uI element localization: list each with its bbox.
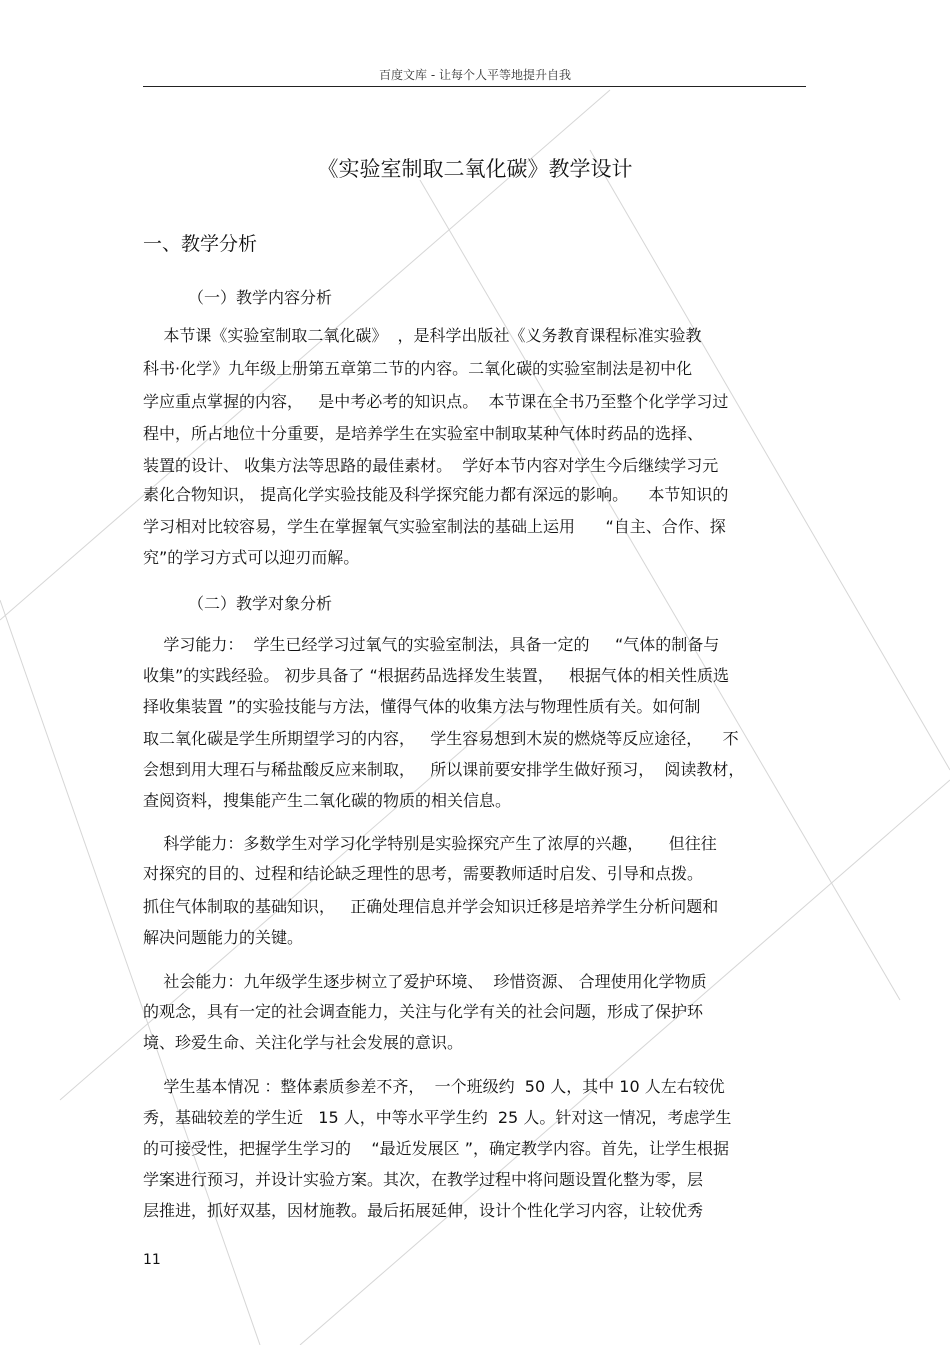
paragraph-line: 层推进，抓好双基，因材施教。最后拓展延伸，设计个性化学习内容，让较优秀 <box>143 1201 704 1220</box>
paragraph-line: 程中，所占地位十分重要，是培养学生在实验室中制取某种气体时药品的选择、 <box>143 424 704 443</box>
paragraph-line: 秀，基础较差的学生近 15 人，中等水平学生约 25 人。针对这一情况，考虑学生 <box>143 1108 732 1127</box>
page-number: 11 <box>143 1252 161 1268</box>
paragraph-line: 科学能力：多数学生对学习化学特别是实验探究产生了浓厚的兴趣， 但往往 <box>143 834 717 853</box>
paragraph-line: 究”的学习方式可以迎刃而解。 <box>143 548 360 567</box>
page-header: 百度文库 - 让每个人平等地提升自我 <box>379 68 571 82</box>
paragraph-line: 抓住气体制取的基础知识， 正确处理信息并学会知识迁移是培养学生分析问题和 <box>143 897 719 916</box>
header-divider <box>143 86 806 87</box>
paragraph-line: 本节课《实验室制取二氧化碳》 ，是科学出版社《义务教育课程标准实验教 <box>143 326 702 345</box>
paragraph-line: 学习相对比较容易，学生在掌握氧气实验室制法的基础上运用 “自主、合作、探 <box>143 517 726 536</box>
subsection-heading-content-analysis: （一）教学内容分析 <box>188 288 333 307</box>
paragraph-line: 的可接受性，把握学生学习的 “最近发展区 ”，确定教学内容。首先，让学生根据 <box>143 1139 730 1158</box>
paragraph-line: 收集”的实践经验。 初步具备了 “根据药品选择发生装置， 根据气体的相关性质选 <box>143 666 730 685</box>
paragraph-line: 装置的设计、 收集方法等思路的最佳素材。 学好本节内容对学生今后继续学习元 <box>143 456 719 475</box>
paragraph-line: 会想到用大理石与稀盐酸反应来制取， 所以课前要安排学生做好预习， 阅读教材， <box>143 760 745 779</box>
document-title: 《实验室制取二氧化碳》教学设计 <box>317 157 633 181</box>
paragraph-line: 学习能力： 学生已经学习过氧气的实验室制法，具备一定的 “气体的制备与 <box>143 635 720 654</box>
paragraph-line: 学案进行预习，并设计实验方案。其次，在教学过程中将问题设置化整为零，层 <box>143 1170 704 1189</box>
section-heading-teaching-analysis: 一、教学分析 <box>143 233 258 255</box>
paragraph-line: 对探究的目的、过程和结论缺乏理性的思考，需要教师适时启发、引导和点拨。 <box>143 864 704 883</box>
paragraph-line: 解决问题能力的关键。 <box>143 928 304 947</box>
paragraph-line: 学应重点掌握的内容， 是中考必考的知识点。 本节课在全书乃至整个化学学习过 <box>143 392 729 411</box>
paragraph-line: 学生基本情况 ：整体素质参差不齐， 一个班级约 50 人，其中 10 人左右较优 <box>143 1077 725 1096</box>
paragraph-line: 素化合物知识， 提高化学实验技能及科学探究能力都有深远的影响。 本节知识的 <box>143 485 729 504</box>
paragraph-line: 择收集装置 ”的实验技能与方法，懂得气体的收集方法与物理性质有关。如何制 <box>143 697 701 716</box>
paragraph-line: 社会能力：九年级学生逐步树立了爱护环境、 珍惜资源、 合理使用化学物质 <box>143 972 707 991</box>
paragraph-line: 查阅资料，搜集能产生二氧化碳的物质的相关信息。 <box>143 791 512 810</box>
paragraph-line: 境、珍爱生命、关注化学与社会发展的意识。 <box>143 1033 464 1052</box>
paragraph-line: 科书·化学》九年级上册第五章第二节的内容。二氧化碳的实验室制法是初中化 <box>143 359 693 378</box>
paragraph-line: 的观念，具有一定的社会调查能力，关注与化学有关的社会问题，形成了保护环 <box>143 1002 704 1021</box>
paragraph-line: 取二氧化碳是学生所期望学习的内容， 学生容易想到木炭的燃烧等反应途径， 不 <box>143 729 739 748</box>
subsection-heading-student-analysis: （二）教学对象分析 <box>188 594 333 613</box>
